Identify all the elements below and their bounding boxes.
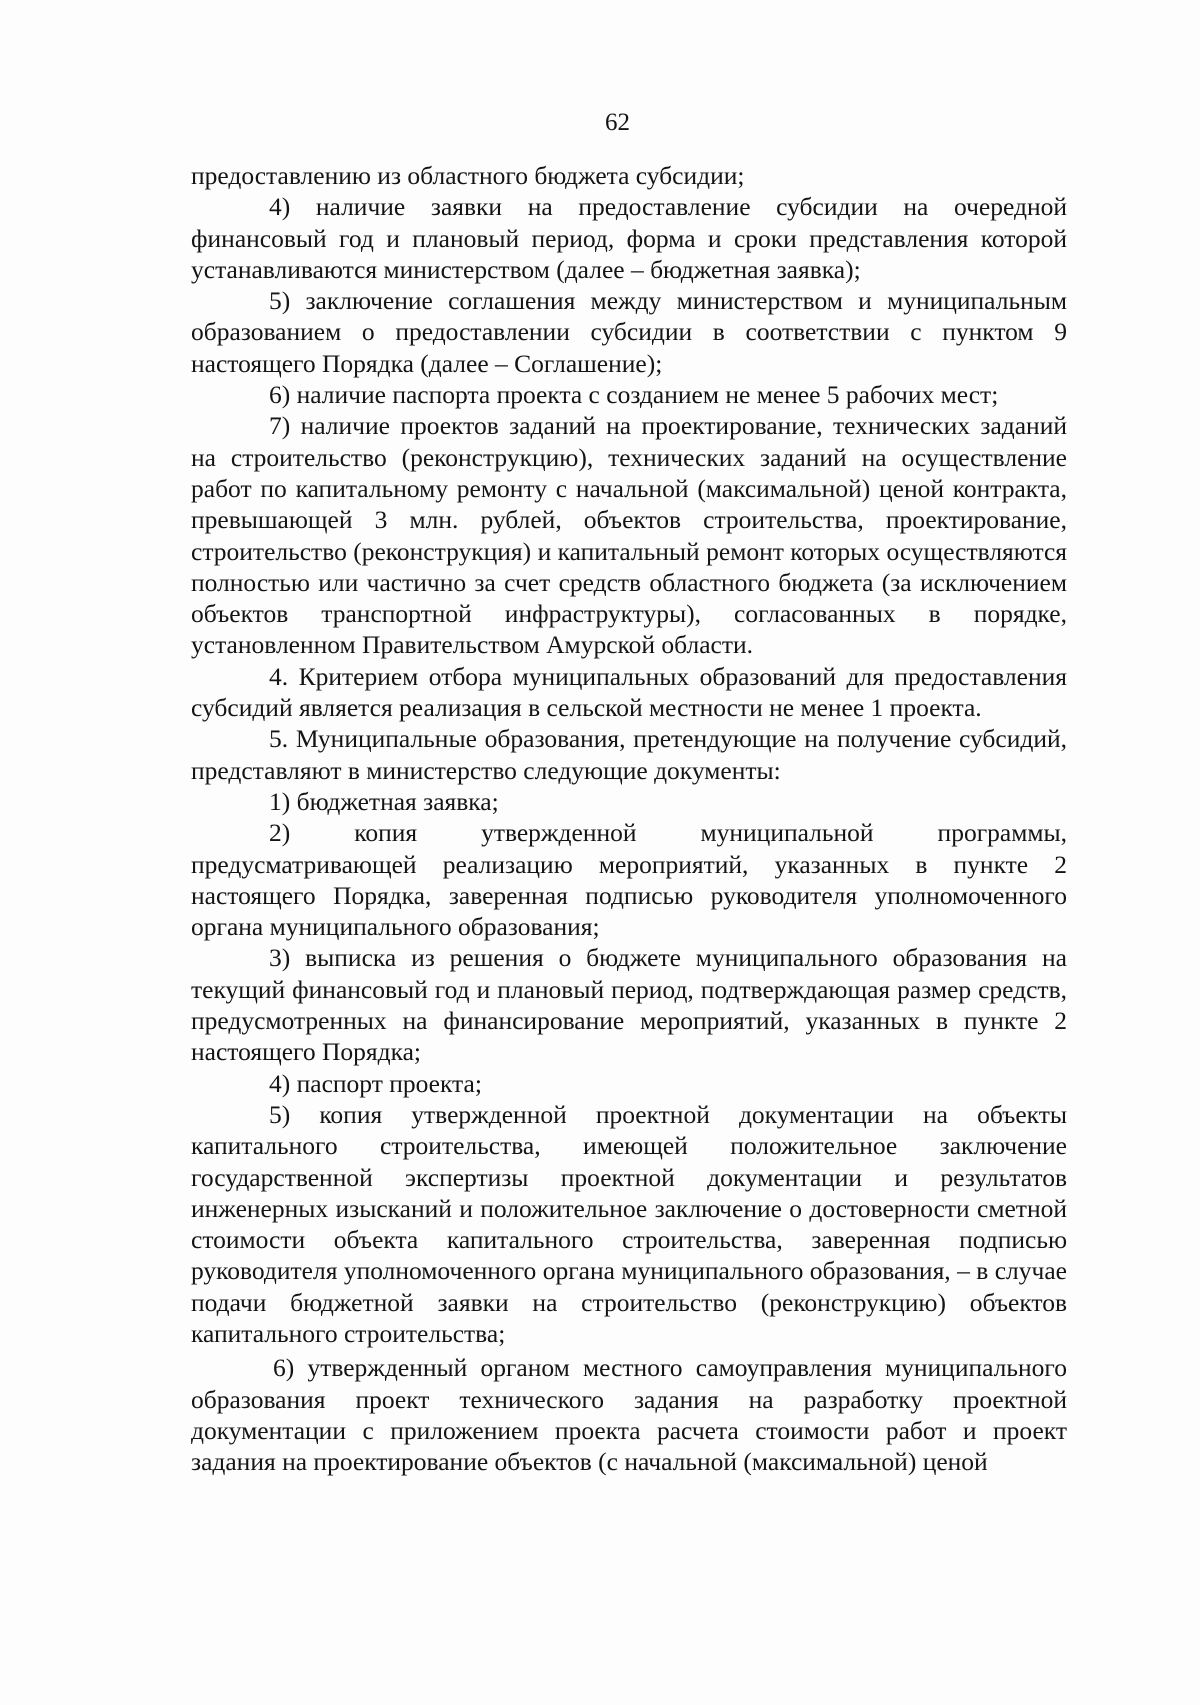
paragraph-doc-4-passport: 4) паспорт проекта; [269,1068,482,1098]
paragraph-doc-1-budget-request: 1) бюджетная заявка; [269,786,499,816]
paragraph-doc-5-design-documentation: 5) копия утвержденной проектной документации на объекты капитального строительства, имеющей положительное заключение государственной экспертизы проектной документации и результатов инженерных изысканий и положительное заключение о достоверности сметной стоимости объекта капитального строительства, заверенная подписью руководителя уполномоченного органа муниципального образования, – в случае подачи бюджетной заявки на строительство (реконструкцию) объектов капитального строительства; [191,1099,1067,1348]
paragraph-section-5-documents: 5. Муниципальные образования, претендующие на получение субсидий, представляют в министерство следующие документы: [191,724,1067,785]
paragraph-continuation: предоставлению из областного бюджета субсидии; [191,161,745,190]
paragraph-doc-3-budget-extract: 3) выписка из решения о бюджете муниципального образования на текущий финансовый год и плановый период, подтверждающая размер средств, предусмотренных на финансирование мероприятий, указанных в пункте 2 настоящего Порядка; [191,943,1067,1067]
paragraph-item-4-budget-request: 4) наличие заявки на предоставление субсидии на очередной финансовый год и плановый период, форма и сроки представления которой устанавливаются министерством (далее – бюджетная заявка); [191,192,1067,284]
paragraph-item-7-design-tasks: 7) наличие проектов заданий на проектирование, технических заданий на строительство (реконструкцию), технических заданий на осуществление работ по капитальному ремонту с начальной (максимальной) ценой контракта, превышающей 3 млн. рублей, объектов строительства, проектирование, строительство (реконструкция) и капитальный ремонт которых осуществляются полностью или частично за счет средств областного бюджета (за исключением объектов транспортной инфраструктуры), согласованных в порядке, установленном Правительством Амурской области. [191,411,1067,660]
paragraph-doc-6-technical-task: 6) утвержденный органом местного самоуправления муниципального образования проект технического задания на разработку проектной документации с приложением проекта расчета стоимости работ и проект задания на проектирование объектов (с начальной (максимальной) ценой [191,1353,1067,1477]
paragraph-item-5-agreement: 5) заключение соглашения между министерством и муниципальным образованием о предоставлении субсидии в соответствии с пунктом 9 настоящего Порядка (далее – Соглашение); [191,286,1067,378]
paragraph-doc-2-program-copy: 2) копия утвержденной муниципальной программы, предусматривающей реализацию мероприятий, указанных в пункте 2 настоящего Порядка, заверенная подписью руководителя уполномоченного органа муниципального образования; [191,818,1067,942]
page-number: 62 [605,109,630,136]
paragraph-item-6-project-passport: 6) наличие паспорта проекта с созданием не менее 5 рабочих мест; [269,380,999,410]
document-body [191,160,1067,1477]
paragraph-section-4-criterion: 4. Критерием отбора муниципальных образований для предоставления субсидий является реализация в сельской местности не менее 1 проекта. [191,661,1067,723]
